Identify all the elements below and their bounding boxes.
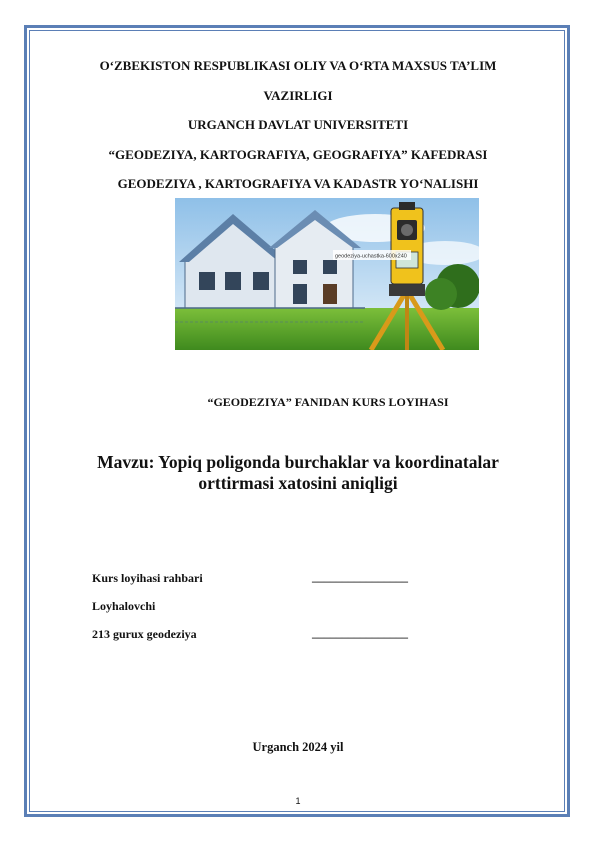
cover-photo (175, 198, 479, 350)
header-university: URGANCH DAVLAT UNIVERSITETI (187, 117, 409, 132)
city-year: Urganch 2024 yil (252, 740, 344, 754)
course-subject: “GEODEZIYA” FANIDAN KURS LOYIHASI (207, 395, 449, 409)
topic-line-2: orttirmasi xatosini aniqligi (198, 473, 398, 493)
page-number: 1 (295, 796, 301, 806)
header-ministry-cont: VAZIRLIGI (263, 88, 333, 103)
photo-watermark: geodeziya-uchastka-600x240 (335, 253, 407, 260)
header-ministry: O‘ZBEKISTON RESPUBLIKASI OLIY VA O‘RTA MAXSUS TA’LIM (99, 58, 497, 73)
supervisor-label: Kurs loyihasi rahbari (92, 571, 203, 585)
designer-label: Loyhalovchi (92, 599, 156, 613)
project-topic (60, 452, 536, 494)
header-department: “GEODEZIYA, KARTOGRAFIYA, GEOGRAFIYA” KAFEDRASI (108, 147, 488, 162)
group-signature-line: ________________ (312, 626, 408, 640)
header-program: GEODEZIYA , KARTOGRAFIYA VA KADASTR YO‘NALISHI (117, 176, 479, 191)
supervisor-signature-line: ________________ (312, 570, 408, 584)
group-label: 213 gurux geodeziya (92, 627, 197, 641)
topic-line-1: Mavzu: Yopiq poligonda burchaklar va koordinatalar (97, 452, 499, 472)
